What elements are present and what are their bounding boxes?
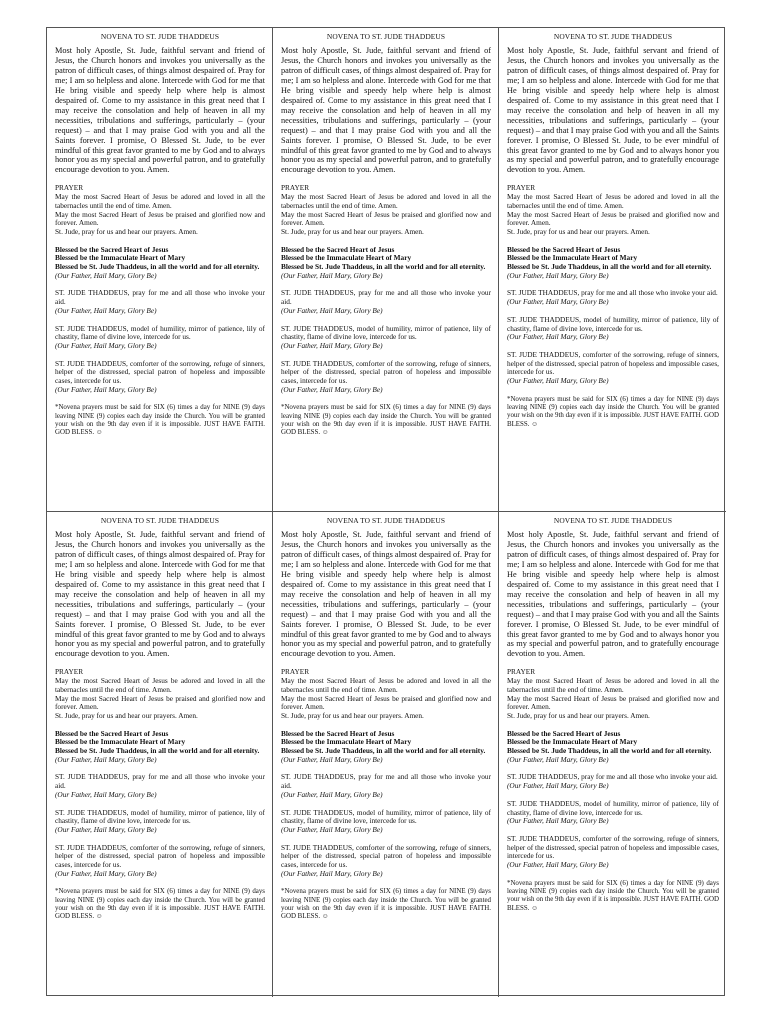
refrain: (Our Father, Hail Mary, Glory Be): [281, 789, 383, 799]
invocation-section: [507, 800, 719, 826]
invocation-section: [507, 289, 719, 306]
prayer-line: May the most Sacred Heart of Jesus be praised and glorified now and forever. Amen.: [281, 693, 491, 712]
prayer-heading: PRAYER: [281, 183, 310, 193]
refrain: (Our Father, Hail Mary, Glory Be): [281, 340, 383, 350]
invocation-text: ST. JUDE THADDEUS, pray for me and all those who invoke your aid.: [55, 772, 265, 791]
novena-instructions: *Novena prayers must be said for SIX (6) times a day for NINE (9) days leaving NINE (9) copies each day inside the Church. You will be granted your wish on the 9th day even if it is impossible. JUST HAVE FAITH. GOD BLESS. ☺: [281, 888, 491, 921]
blessed-line: Blessed be the Sacred Heart of Jesus: [55, 728, 169, 738]
novena-instructions: *Novena prayers must be said for SIX (6) times a day for NINE (9) days leaving NINE (9) copies each day inside the Church. You will be granted your wish on the 9th day even if it is impossible. JUST HAVE FAITH. GOD BLESS. ☺: [507, 395, 719, 428]
blessed-line: Blessed be St. Jude Thaddeus, in all the world and for all eternity.: [507, 746, 712, 756]
invocation-text: ST. JUDE THADDEUS, model of humility, mirror of patience, lily of chastity, flame of divine love, intercede for us.: [55, 807, 265, 826]
refrain: (Our Father, Hail Mary, Glory Be): [507, 754, 609, 764]
invocation-text: ST. JUDE THADDEUS, model of humility, mirror of patience, lily of chastity, flame of divine love, intercede for us.: [281, 807, 491, 826]
invocation-text: ST. JUDE THADDEUS, comforter of the sorrowing, refuge of sinners, helper of the distressed, special patron of hopeless and impossible cases, intercede for us.: [281, 358, 491, 386]
invocation-text: ST. JUDE THADDEUS, model of humility, mirror of patience, lily of chastity, flame of divine love, intercede for us.: [507, 798, 719, 817]
blessed-line: Blessed be the Immaculate Heart of Mary: [507, 253, 638, 263]
blessed-line: Blessed be the Sacred Heart of Jesus: [507, 244, 621, 254]
invocation-section: [281, 325, 491, 351]
prayer-line: St. Jude, pray for us and hear our prayers. Amen.: [55, 710, 198, 720]
blessed-section: [55, 246, 265, 281]
card-title: NOVENA TO ST. JUDE THADDEUS: [326, 516, 446, 525]
invocation-section: [55, 773, 265, 799]
blessed-line: Blessed be the Immaculate Heart of Mary: [281, 253, 412, 263]
prayer-section: [55, 668, 265, 720]
invocation-text: ST. JUDE THADDEUS, model of humility, mirror of patience, lily of chastity, flame of divine love, intercede for us.: [507, 314, 719, 333]
invocation-section: [507, 835, 719, 870]
refrain: (Our Father, Hail Mary, Glory Be): [55, 340, 157, 350]
invocation-text: ST. JUDE THADDEUS, pray for me and all those who invoke your aid.: [507, 772, 718, 782]
blessed-line: Blessed be the Sacred Heart of Jesus: [55, 244, 169, 254]
prayer-section: [507, 668, 719, 720]
blessed-line: Blessed be the Immaculate Heart of Mary: [507, 737, 638, 747]
intro-prayer: Most holy Apostle, St. Jude, faithful servant and friend of Jesus, the Church honors and invokes you universally as the patron of difficult cases, of things almost despaired of. Pray for me; I am so helpless and alone. Intercede with God for me that He bring visible and speedy help where help is almost despaired of. Come to my assistance in this great need that I may receive the consolation and help of heaven in all my necessities, tribulations and sufferings, particularly – (your request) – and that I may praise God with you and all the Saints forever. I promise, O Blessed St. Jude, to be ever mindful of this great favor granted to me by God and to always honor you as my special and powerful patron, and to gratefully encourage devotion to you. Amen.: [507, 46, 719, 175]
refrain: (Our Father, Hail Mary, Glory Be): [507, 816, 609, 826]
prayer-line: St. Jude, pray for us and hear our prayers. Amen.: [55, 226, 198, 236]
refrain: (Our Father, Hail Mary, Glory Be): [507, 297, 609, 307]
card-title: NOVENA TO ST. JUDE THADDEUS: [553, 516, 673, 525]
blessed-section: [281, 730, 491, 765]
invocation-section: [55, 809, 265, 835]
intro-prayer: Most holy Apostle, St. Jude, faithful servant and friend of Jesus, the Church honors and invokes you universally as the patron of difficult cases, of things almost despaired of. Pray for me; I am so helpless and alone. Intercede with God for me that He bring visible and speedy help where help is almost despaired of. Come to my assistance in this great need that I may receive the consolation and help of heaven in all my necessities, tribulations and sufferings, particularly – (your request) – and that I may praise God with you and all the Saints forever. I promise, O Blessed St. Jude, to be ever mindful of this great favor granted to me by God and to always honor you as my special and powerful patron, and to gratefully encourage devotion to you. Amen.: [507, 530, 719, 659]
prayer-line: May the most Sacred Heart of Jesus be praised and glorified now and forever. Amen.: [55, 209, 265, 228]
invocation-section: [507, 316, 719, 342]
invocation-section: [55, 844, 265, 879]
card-title: NOVENA TO ST. JUDE THADDEUS: [553, 32, 673, 41]
prayer-line: St. Jude, pray for us and hear our prayers. Amen.: [507, 710, 650, 720]
refrain: (Our Father, Hail Mary, Glory Be): [281, 824, 383, 834]
invocation-section: [281, 844, 491, 879]
refrain: (Our Father, Hail Mary, Glory Be): [55, 270, 157, 280]
blessed-line: Blessed be the Sacred Heart of Jesus: [281, 244, 395, 254]
invocation-text: ST. JUDE THADDEUS, model of humility, mirror of patience, lily of chastity, flame of divine love, intercede for us.: [281, 323, 491, 342]
invocation-text: ST. JUDE THADDEUS, pray for me and all those who invoke your aid.: [281, 772, 491, 791]
refrain: (Our Father, Hail Mary, Glory Be): [281, 384, 383, 394]
prayer-section: [281, 668, 491, 720]
invocation-section: [281, 773, 491, 799]
novena-card: [499, 512, 726, 997]
prayer-heading: PRAYER: [55, 183, 84, 193]
prayer-heading: PRAYER: [55, 667, 84, 677]
invocation-text: ST. JUDE THADDEUS, comforter of the sorrowing, refuge of sinners, helper of the distressed, special patron of hopeless and impossible cases, intercede for us.: [507, 833, 719, 861]
prayer-line: May the most Sacred Heart of Jesus be adored and loved in all the tabernacles until the end of time. Amen.: [281, 192, 491, 210]
blessed-section: [507, 730, 719, 765]
prayer-line: May the most Sacred Heart of Jesus be adored and loved in all the tabernacles until the end of time. Amen.: [507, 676, 719, 694]
novena-card: [499, 28, 726, 512]
invocation-text: ST. JUDE THADDEUS, comforter of the sorrowing, refuge of sinners, helper of the distressed, special patron of hopeless and impossible cases, intercede for us.: [55, 358, 265, 386]
novena-card: [273, 512, 499, 997]
blessed-section: [507, 246, 719, 281]
blessed-line: Blessed be the Sacred Heart of Jesus: [507, 728, 621, 738]
invocation-text: ST. JUDE THADDEUS, model of humility, mirror of patience, lily of chastity, flame of divine love, intercede for us.: [55, 323, 265, 342]
refrain: (Our Father, Hail Mary, Glory Be): [507, 332, 609, 342]
invocation-section: [281, 809, 491, 835]
prayer-section: [55, 184, 265, 236]
prayer-section: [507, 184, 719, 236]
prayer-line: May the most Sacred Heart of Jesus be praised and glorified now and forever. Amen.: [55, 693, 265, 712]
invocation-text: ST. JUDE THADDEUS, comforter of the sorrowing, refuge of sinners, helper of the distressed, special patron of hopeless and impossible cases, intercede for us.: [55, 842, 265, 870]
novena-card: [47, 512, 273, 997]
invocation-text: ST. JUDE THADDEUS, pray for me and all those who invoke your aid.: [281, 288, 491, 307]
prayer-line: May the most Sacred Heart of Jesus be praised and glorified now and forever. Amen.: [507, 209, 719, 228]
refrain: (Our Father, Hail Mary, Glory Be): [281, 754, 383, 764]
refrain: (Our Father, Hail Mary, Glory Be): [281, 305, 383, 315]
blessed-section: [281, 246, 491, 281]
invocation-text: ST. JUDE THADDEUS, pray for me and all those who invoke your aid.: [507, 288, 718, 298]
novena-instructions: *Novena prayers must be said for SIX (6) times a day for NINE (9) days leaving NINE (9) copies each day inside the Church. You will be granted your wish on the 9th day even if it is impossible. JUST HAVE FAITH. GOD BLESS. ☺: [55, 404, 265, 437]
novena-instructions: *Novena prayers must be said for SIX (6) times a day for NINE (9) days leaving NINE (9) copies each day inside the Church. You will be granted your wish on the 9th day even if it is impossible. JUST HAVE FAITH. GOD BLESS. ☺: [55, 888, 265, 921]
prayer-line: St. Jude, pray for us and hear our prayers. Amen.: [281, 710, 424, 720]
invocation-section: [55, 289, 265, 315]
card-title: NOVENA TO ST. JUDE THADDEUS: [100, 32, 220, 41]
refrain: (Our Father, Hail Mary, Glory Be): [281, 868, 383, 878]
blessed-line: Blessed be the Sacred Heart of Jesus: [281, 728, 395, 738]
refrain: (Our Father, Hail Mary, Glory Be): [55, 384, 157, 394]
blessed-line: Blessed be St. Jude Thaddeus, in all the world and for all eternity.: [281, 262, 486, 272]
refrain: (Our Father, Hail Mary, Glory Be): [281, 270, 383, 280]
blessed-line: Blessed be the Immaculate Heart of Mary: [281, 737, 412, 747]
refrain: (Our Father, Hail Mary, Glory Be): [507, 781, 609, 791]
prayer-heading: PRAYER: [281, 667, 310, 677]
prayer-line: St. Jude, pray for us and hear our prayers. Amen.: [507, 226, 650, 236]
intro-prayer: Most holy Apostle, St. Jude, faithful servant and friend of Jesus, the Church honors and invokes you universally as the patron of difficult cases, of things almost despaired of. Pray for me; I am so helpless and alone. Intercede with God for me that He bring visible and speedy help where help is almost despaired of. Come to my assistance in this great need that I may receive the consolation and help of heaven in all my necessities, tribulations and sufferings, particularly – (your request) – and that I may praise God with you and all the Saints forever. I promise, O Blessed St. Jude, to be ever mindful of this great favor granted to me by God and to always honor you as my special and powerful patron, and to gratefully encourage devotion to you. Amen.: [55, 530, 265, 659]
intro-prayer: Most holy Apostle, St. Jude, faithful servant and friend of Jesus, the Church honors and invokes you universally as the patron of difficult cases, of things almost despaired of. Pray for me; I am so helpless and alone. Intercede with God for me that He bring visible and speedy help where help is almost despaired of. Come to my assistance in this great need that I may receive the consolation and help of heaven in all my necessities, tribulations and sufferings, particularly – (your request) – and that I may praise God with you and all the Saints forever. I promise, O Blessed St. Jude, to be ever mindful of this great favor granted to me by God and to always honor you as my special and powerful patron, and to gratefully encourage devotion to you. Amen.: [281, 530, 491, 659]
intro-prayer: Most holy Apostle, St. Jude, faithful servant and friend of Jesus, the Church honors and invokes you universally as the patron of difficult cases, of things almost despaired of. Pray for me; I am so helpless and alone. Intercede with God for me that He bring visible and speedy help where help is almost despaired of. Come to my assistance in this great need that I may receive the consolation and help of heaven in all my necessities, tribulations and sufferings, particularly – (your request) – and that I may praise God with you and all the Saints forever. I promise, O Blessed St. Jude, to be ever mindful of this great favor granted to me by God and to always honor you as my special and powerful patron, and to gratefully encourage devotion to you. Amen.: [281, 46, 491, 175]
intro-prayer: Most holy Apostle, St. Jude, faithful servant and friend of Jesus, the Church honors and invokes you universally as the patron of difficult cases, of things almost despaired of. Pray for me; I am so helpless and alone. Intercede with God for me that He bring visible and speedy help where help is almost despaired of. Come to my assistance in this great need that I may receive the consolation and help of heaven in all my necessities, tribulations and sufferings, particularly – (your request) – and that I may praise God with you and all the Saints forever. I promise, O Blessed St. Jude, to be ever mindful of this great favor granted to me by God and to always honor you as my special and powerful patron, and to gratefully encourage devotion to you. Amen.: [55, 46, 265, 175]
blessed-line: Blessed be St. Jude Thaddeus, in all the world and for all eternity.: [55, 262, 260, 272]
prayer-line: May the most Sacred Heart of Jesus be praised and glorified now and forever. Amen.: [507, 693, 719, 712]
prayer-line: May the most Sacred Heart of Jesus be adored and loved in all the tabernacles until the end of time. Amen.: [55, 192, 265, 210]
novena-card: [47, 28, 273, 512]
novena-sheet: [46, 27, 725, 996]
refrain: (Our Father, Hail Mary, Glory Be): [507, 270, 609, 280]
novena-instructions: *Novena prayers must be said for SIX (6) times a day for NINE (9) days leaving NINE (9) copies each day inside the Church. You will be granted your wish on the 9th day even if it is impossible. JUST HAVE FAITH. GOD BLESS. ☺: [507, 879, 719, 912]
blessed-line: Blessed be the Immaculate Heart of Mary: [55, 253, 186, 263]
blessed-line: Blessed be St. Jude Thaddeus, in all the world and for all eternity.: [281, 746, 486, 756]
invocation-section: [55, 325, 265, 351]
blessed-line: Blessed be St. Jude Thaddeus, in all the world and for all eternity.: [55, 746, 260, 756]
refrain: (Our Father, Hail Mary, Glory Be): [507, 860, 609, 870]
blessed-line: Blessed be the Immaculate Heart of Mary: [55, 737, 186, 747]
invocation-section: [507, 773, 719, 790]
blessed-section: [55, 730, 265, 765]
prayer-line: May the most Sacred Heart of Jesus be adored and loved in all the tabernacles until the end of time. Amen.: [55, 676, 265, 694]
refrain: (Our Father, Hail Mary, Glory Be): [55, 868, 157, 878]
prayer-line: May the most Sacred Heart of Jesus be praised and glorified now and forever. Amen.: [281, 209, 491, 228]
invocation-text: ST. JUDE THADDEUS, comforter of the sorrowing, refuge of sinners, helper of the distressed, special patron of hopeless and impossible cases, intercede for us.: [507, 349, 719, 377]
novena-instructions: *Novena prayers must be said for SIX (6) times a day for NINE (9) days leaving NINE (9) copies each day inside the Church. You will be granted your wish on the 9th day even if it is impossible. JUST HAVE FAITH. GOD BLESS. ☺: [281, 404, 491, 437]
invocation-text: ST. JUDE THADDEUS, comforter of the sorrowing, refuge of sinners, helper of the distressed, special patron of hopeless and impossible cases, intercede for us.: [281, 842, 491, 870]
prayer-line: St. Jude, pray for us and hear our prayers. Amen.: [281, 226, 424, 236]
card-title: NOVENA TO ST. JUDE THADDEUS: [100, 516, 220, 525]
refrain: (Our Father, Hail Mary, Glory Be): [55, 754, 157, 764]
refrain: (Our Father, Hail Mary, Glory Be): [55, 305, 157, 315]
card-title: NOVENA TO ST. JUDE THADDEUS: [326, 32, 446, 41]
refrain: (Our Father, Hail Mary, Glory Be): [55, 789, 157, 799]
novena-card: [273, 28, 499, 512]
prayer-heading: PRAYER: [507, 183, 536, 193]
invocation-section: [55, 360, 265, 395]
invocation-section: [281, 360, 491, 395]
blessed-line: Blessed be St. Jude Thaddeus, in all the world and for all eternity.: [507, 262, 712, 272]
prayer-line: May the most Sacred Heart of Jesus be adored and loved in all the tabernacles until the end of time. Amen.: [507, 192, 719, 210]
invocation-text: ST. JUDE THADDEUS, pray for me and all those who invoke your aid.: [55, 288, 265, 307]
prayer-section: [281, 184, 491, 236]
prayer-heading: PRAYER: [507, 667, 536, 677]
invocation-section: [507, 351, 719, 386]
refrain: (Our Father, Hail Mary, Glory Be): [55, 824, 157, 834]
prayer-line: May the most Sacred Heart of Jesus be adored and loved in all the tabernacles until the end of time. Amen.: [281, 676, 491, 694]
refrain: (Our Father, Hail Mary, Glory Be): [507, 376, 609, 386]
invocation-section: [281, 289, 491, 315]
